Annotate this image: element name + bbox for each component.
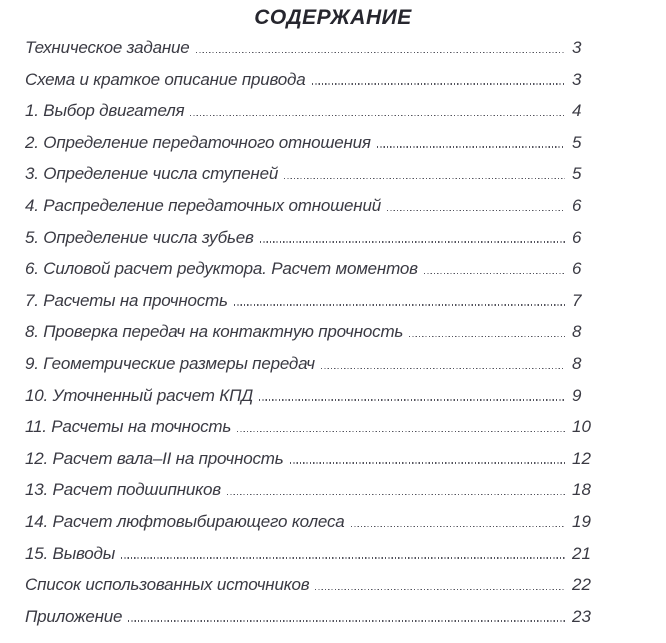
dot-leader — [234, 304, 565, 305]
toc-row — [25, 285, 592, 317]
toc-entry-page: 3 — [572, 38, 582, 57]
dot-leader — [409, 336, 565, 337]
dot-leader — [315, 589, 565, 590]
toc-entry-page: 5 — [572, 132, 582, 152]
toc-entry-label: 2. Определение передаточного отношения — [25, 132, 371, 152]
dot-leader — [196, 52, 565, 53]
toc-entry-label: 7. Расчеты на прочность — [25, 290, 228, 310]
toc-entry-label: 4. Распределение передаточных отношений — [25, 195, 381, 215]
dot-leader — [290, 462, 565, 463]
toc-row — [25, 443, 592, 475]
dot-leader — [312, 83, 566, 84]
toc-entry-label: 3. Определение числа ступеней — [25, 164, 279, 184]
toc-entry-page: 9 — [572, 385, 582, 405]
toc-entry-page: 22 — [572, 575, 591, 595]
toc-entry-page: 6 — [572, 227, 582, 247]
toc-entry-page: 5 — [572, 164, 582, 184]
toc-row — [25, 348, 592, 380]
toc-entry-page: 23 — [572, 606, 591, 626]
toc-entry-label: Техническое задание — [25, 38, 190, 57]
toc-row — [25, 474, 592, 506]
dot-leader — [121, 557, 565, 558]
toc-entry-label: 5. Определение числа зубьев — [25, 227, 254, 247]
toc-row — [25, 64, 592, 96]
toc-entry-label: Приложение — [25, 606, 123, 626]
toc-entry-label: 1. Выбор двигателя — [25, 101, 185, 121]
toc-row — [25, 190, 592, 222]
dot-leader — [259, 399, 565, 400]
toc-row — [25, 569, 592, 601]
toc-row — [25, 411, 592, 443]
toc-entry-page: 6 — [572, 195, 582, 215]
toc-entry-label: 6. Силовой расчет редуктора. Расчет моментов — [25, 259, 418, 279]
toc-row — [25, 538, 592, 570]
dot-leader — [321, 368, 565, 369]
toc-row — [25, 253, 592, 285]
dot-leader — [227, 494, 565, 495]
toc-row — [25, 316, 592, 348]
toc-row — [25, 158, 592, 190]
dot-leader — [260, 241, 565, 242]
toc-entry-label: 8. Проверка передач на контактную прочность — [25, 322, 404, 342]
page-title: СОДЕРЖАНИЕ — [254, 6, 412, 29]
toc-entry-label: 12. Расчет вала–II на прочность — [25, 448, 284, 468]
dot-leader — [387, 210, 565, 211]
toc-entry-page: 21 — [572, 543, 591, 563]
dot-leader — [190, 115, 565, 116]
toc-row — [25, 380, 592, 412]
toc-entry-page: 10 — [572, 417, 591, 437]
toc-entry-page: 6 — [572, 259, 582, 279]
toc-entry-label: 11. Расчеты на точность — [25, 417, 232, 437]
toc-entry-label: 15. Выводы — [25, 543, 116, 563]
toc-row — [25, 601, 592, 633]
dot-leader — [237, 431, 565, 432]
dot-leader — [424, 273, 565, 274]
toc-row — [25, 506, 592, 538]
toc-row — [25, 95, 592, 127]
toc-entry-label: Список использованных источников — [25, 575, 310, 595]
toc-row — [25, 32, 592, 64]
dot-leader — [128, 620, 565, 621]
toc-page — [0, 5, 666, 643]
toc-row — [25, 222, 592, 254]
toc-entry-page: 19 — [572, 511, 591, 531]
dot-leader — [377, 146, 565, 147]
dot-leader — [351, 526, 565, 527]
toc-entry-label: 13. Расчет подшипников — [25, 480, 221, 500]
toc-entry-label: 14. Расчет люфтовыбирающего колеса — [25, 511, 345, 531]
toc-list — [0, 32, 666, 632]
toc-entry-page: 7 — [572, 290, 582, 310]
toc-row — [25, 127, 592, 159]
toc-entry-page: 12 — [572, 448, 591, 468]
toc-entry-page: 8 — [572, 322, 582, 342]
dot-leader — [284, 178, 565, 179]
toc-entry-page: 3 — [572, 69, 582, 89]
toc-entry-label: 9. Геометрические размеры передач — [25, 353, 315, 373]
toc-entry-label: 10. Уточненный расчет КПД — [25, 385, 253, 405]
toc-entry-page: 4 — [572, 101, 582, 121]
toc-entry-label: Схема и краткое описание привода — [25, 69, 306, 89]
toc-entry-page: 8 — [572, 353, 582, 373]
toc-entry-page: 18 — [572, 480, 591, 500]
